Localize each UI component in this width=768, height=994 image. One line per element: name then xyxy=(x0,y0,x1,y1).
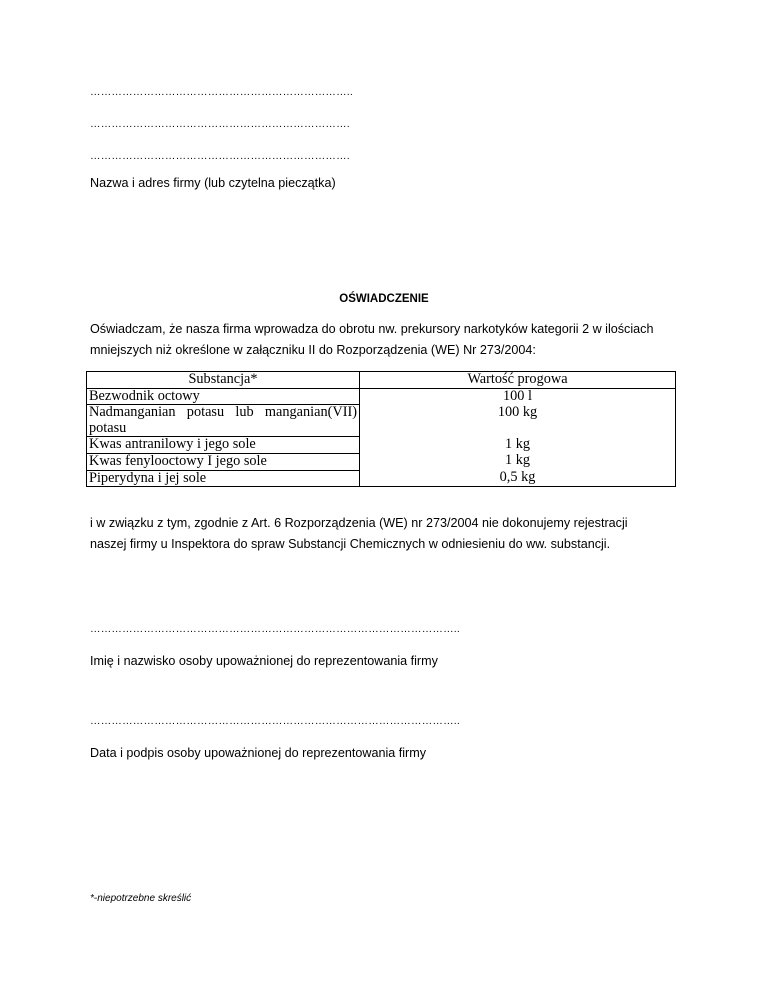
company-dots-line-3: ………………………………………………………………. xyxy=(90,150,350,162)
substance-name: Nadmanganian potasu lub manganian(VII) potasu xyxy=(87,405,360,437)
table-row xyxy=(87,470,676,487)
threshold-value: 100 kg xyxy=(360,405,676,437)
conclusion-paragraph xyxy=(90,513,690,555)
column-header-substance: Substancja* xyxy=(87,372,360,389)
substance-name: Kwas antranilowy i jego sole xyxy=(87,437,360,454)
substance-name: Piperydyna i jej sole xyxy=(87,470,360,487)
signature-name-dots: ………………………………………………………………………………………….. xyxy=(90,623,461,635)
company-name-label: Nazwa i adres firmy (lub czytelna pieczątka) xyxy=(90,176,336,190)
table-row xyxy=(87,453,676,470)
footnote: *-niepotrzebne skreślić xyxy=(90,893,192,904)
table-header-row xyxy=(87,372,676,389)
signature-date-dots: ………………………………………………………………………………………….. xyxy=(90,715,461,727)
conclusion-line-1: i w związku z tym, zgodnie z Art. 6 Rozporządzenia (WE) nr 273/2004 nie dokonujemy rejestracji xyxy=(90,516,628,530)
threshold-value: 100 l xyxy=(360,388,676,405)
signature-name-label: Imię i nazwisko osoby upoważnionej do reprezentowania firmy xyxy=(90,654,438,668)
table-row xyxy=(87,405,676,437)
threshold-value: 0,5 kg xyxy=(360,470,676,487)
table-row xyxy=(87,437,676,454)
substances-table xyxy=(86,371,676,487)
intro-line-2: mniejszych niż określone w załączniku II do Rozporządzenia (WE) Nr 273/2004: xyxy=(90,343,536,357)
company-dots-line-1: ……………………………………………………………….. xyxy=(90,86,354,98)
document-title: OŚWIADCZENIE xyxy=(339,293,429,305)
signature-date-label: Data i podpis osoby upoważnionej do reprezentowania firmy xyxy=(90,746,427,760)
conclusion-line-2: naszej firmy u Inspektora do spraw Substancji Chemicznych w odniesieniu do ww. substancji. xyxy=(90,537,611,551)
column-header-threshold: Wartość progowa xyxy=(360,372,676,389)
table-row xyxy=(87,388,676,405)
substance-name: Bezwodnik octowy xyxy=(87,388,360,405)
substance-name: Kwas fenylooctowy I jego sole xyxy=(87,453,360,470)
intro-line-1: Oświadczam, że nasza firma wprowadza do obrotu nw. prekursory narkotyków kategorii 2 w ilościach xyxy=(90,322,654,336)
company-dots-line-2: ………………………………………………………………. xyxy=(90,118,350,130)
intro-paragraph xyxy=(90,319,690,361)
threshold-value: 1 kg xyxy=(360,437,676,454)
threshold-value: 1 kg xyxy=(360,453,676,470)
